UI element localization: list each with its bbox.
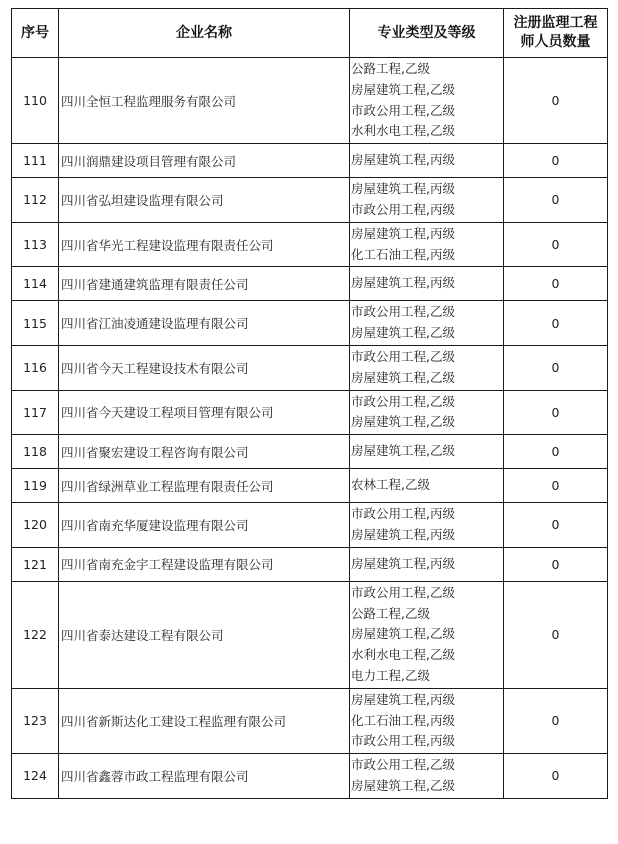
specialty-item: 房屋建筑工程,乙级 bbox=[351, 81, 455, 97]
specialty-item: 市政公用工程,丙级 bbox=[351, 506, 455, 522]
cell-count: 0 bbox=[504, 754, 608, 799]
specialty-item: 房屋建筑工程,乙级 bbox=[351, 369, 455, 385]
cell-index: 117 bbox=[12, 390, 59, 435]
specialty-item: 市政公用工程,乙级 bbox=[351, 304, 455, 320]
cell-count: 0 bbox=[504, 267, 608, 301]
cell-specialties bbox=[350, 301, 504, 346]
specialty-item: 房屋建筑工程,丙级 bbox=[351, 555, 455, 571]
header-count-line2: 师人员数量 bbox=[520, 34, 591, 50]
cell-count: 0 bbox=[504, 581, 608, 688]
cell-company: 四川省聚宏建设工程咨询有限公司 bbox=[59, 435, 350, 469]
table-row bbox=[12, 222, 608, 267]
header-count-line1: 注册监理工程 bbox=[513, 15, 598, 31]
specialty-item: 房屋建筑工程,丙级 bbox=[351, 526, 455, 542]
header-index: 序号 bbox=[12, 9, 59, 58]
cell-index: 113 bbox=[12, 222, 59, 267]
specialty-item: 市政公用工程,丙级 bbox=[351, 201, 455, 217]
cell-company: 四川全恒工程监理服务有限公司 bbox=[59, 58, 350, 144]
specialty-item: 水利水电工程,乙级 bbox=[351, 123, 455, 139]
specialty-item: 房屋建筑工程,乙级 bbox=[351, 414, 455, 430]
specialty-item: 化工石油工程,丙级 bbox=[351, 712, 455, 728]
specialty-item: 化工石油工程,丙级 bbox=[351, 246, 455, 262]
cell-count: 0 bbox=[504, 144, 608, 178]
cell-count: 0 bbox=[504, 547, 608, 581]
cell-count: 0 bbox=[504, 469, 608, 503]
specialty-item: 电力工程,乙级 bbox=[351, 667, 430, 683]
cell-specialties bbox=[350, 754, 504, 799]
cell-specialties bbox=[350, 503, 504, 548]
cell-count: 0 bbox=[504, 435, 608, 469]
cell-index: 119 bbox=[12, 469, 59, 503]
header-count bbox=[504, 9, 608, 58]
cell-count: 0 bbox=[504, 178, 608, 223]
cell-index: 120 bbox=[12, 503, 59, 548]
cell-index: 122 bbox=[12, 581, 59, 688]
cell-index: 124 bbox=[12, 754, 59, 799]
cell-company: 四川省新斯达化工建设工程监理有限公司 bbox=[59, 688, 350, 753]
specialty-item: 房屋建筑工程,丙级 bbox=[351, 181, 455, 197]
cell-index: 112 bbox=[12, 178, 59, 223]
specialty-item: 市政公用工程,乙级 bbox=[351, 393, 455, 409]
specialty-item: 房屋建筑工程,乙级 bbox=[351, 325, 455, 341]
cell-company: 四川省弘坦建设监理有限公司 bbox=[59, 178, 350, 223]
specialty-item: 公路工程,乙级 bbox=[351, 605, 430, 621]
cell-specialties bbox=[350, 435, 504, 469]
cell-specialties bbox=[350, 58, 504, 144]
specialty-item: 水利水电工程,乙级 bbox=[351, 647, 455, 663]
specialty-item: 公路工程,乙级 bbox=[351, 61, 430, 76]
cell-specialties bbox=[350, 144, 504, 178]
cell-company: 四川省绿洲草业工程监理有限责任公司 bbox=[59, 469, 350, 503]
cell-count: 0 bbox=[504, 503, 608, 548]
cell-specialties bbox=[350, 345, 504, 390]
cell-index: 110 bbox=[12, 58, 59, 144]
cell-company: 四川省南充金宇工程建设监理有限公司 bbox=[59, 547, 350, 581]
header-specialty: 专业类型及等级 bbox=[350, 9, 504, 58]
specialty-item: 市政公用工程,乙级 bbox=[351, 102, 455, 118]
cell-company: 四川省泰达建设工程有限公司 bbox=[59, 581, 350, 688]
table-row bbox=[12, 144, 608, 178]
cell-index: 118 bbox=[12, 435, 59, 469]
cell-company: 四川省江油凌通建设监理有限公司 bbox=[59, 301, 350, 346]
cell-specialties bbox=[350, 267, 504, 301]
cell-count: 0 bbox=[504, 688, 608, 753]
cell-specialties bbox=[350, 178, 504, 223]
cell-index: 111 bbox=[12, 144, 59, 178]
table-row bbox=[12, 547, 608, 581]
cell-specialties bbox=[350, 688, 504, 753]
specialty-item: 市政公用工程,乙级 bbox=[351, 757, 455, 773]
cell-specialties bbox=[350, 547, 504, 581]
table-header-row bbox=[12, 9, 608, 58]
cell-index: 114 bbox=[12, 267, 59, 301]
specialty-item: 房屋建筑工程,乙级 bbox=[351, 777, 455, 793]
table-row bbox=[12, 58, 608, 144]
specialty-item: 市政公用工程,乙级 bbox=[351, 348, 455, 364]
specialty-item: 房屋建筑工程,丙级 bbox=[351, 152, 455, 168]
specialty-item: 房屋建筑工程,丙级 bbox=[351, 275, 455, 291]
specialty-item: 市政公用工程,乙级 bbox=[351, 584, 455, 600]
cell-specialties bbox=[350, 222, 504, 267]
specialty-item: 市政公用工程,丙级 bbox=[351, 733, 455, 749]
cell-count: 0 bbox=[504, 58, 608, 144]
table-row bbox=[12, 435, 608, 469]
cell-company: 四川润鼎建设项目管理有限公司 bbox=[59, 144, 350, 178]
cell-company: 四川省今天工程建设技术有限公司 bbox=[59, 345, 350, 390]
cell-count: 0 bbox=[504, 222, 608, 267]
specialty-item: 农林工程,乙级 bbox=[351, 477, 430, 493]
table-row bbox=[12, 345, 608, 390]
cell-count: 0 bbox=[504, 345, 608, 390]
header-company: 企业名称 bbox=[59, 9, 350, 58]
cell-specialties bbox=[350, 469, 504, 503]
specialty-item: 房屋建筑工程,丙级 bbox=[351, 225, 455, 241]
cell-count: 0 bbox=[504, 390, 608, 435]
cell-index: 121 bbox=[12, 547, 59, 581]
specialty-item: 房屋建筑工程,丙级 bbox=[351, 691, 455, 707]
table-body bbox=[12, 58, 608, 799]
cell-specialties bbox=[350, 581, 504, 688]
table-row bbox=[12, 390, 608, 435]
cell-count: 0 bbox=[504, 301, 608, 346]
table-row bbox=[12, 178, 608, 223]
table-row bbox=[12, 469, 608, 503]
cell-company: 四川省南充华厦建设监理有限公司 bbox=[59, 503, 350, 548]
table-row bbox=[12, 754, 608, 799]
table-row bbox=[12, 581, 608, 688]
specialty-item: 房屋建筑工程,乙级 bbox=[351, 443, 455, 459]
cell-index: 115 bbox=[12, 301, 59, 346]
table-row bbox=[12, 267, 608, 301]
cell-company: 四川省华光工程建设监理有限责任公司 bbox=[59, 222, 350, 267]
cell-company: 四川省今天建设工程项目管理有限公司 bbox=[59, 390, 350, 435]
specialty-item: 房屋建筑工程,乙级 bbox=[351, 626, 455, 642]
cell-index: 116 bbox=[12, 345, 59, 390]
table-row bbox=[12, 301, 608, 346]
cell-company: 四川省建通建筑监理有限责任公司 bbox=[59, 267, 350, 301]
cell-index: 123 bbox=[12, 688, 59, 753]
cell-specialties bbox=[350, 390, 504, 435]
enterprise-table bbox=[11, 8, 608, 799]
table-row bbox=[12, 688, 608, 753]
cell-company: 四川省鑫蓉市政工程监理有限公司 bbox=[59, 754, 350, 799]
table-row bbox=[12, 503, 608, 548]
